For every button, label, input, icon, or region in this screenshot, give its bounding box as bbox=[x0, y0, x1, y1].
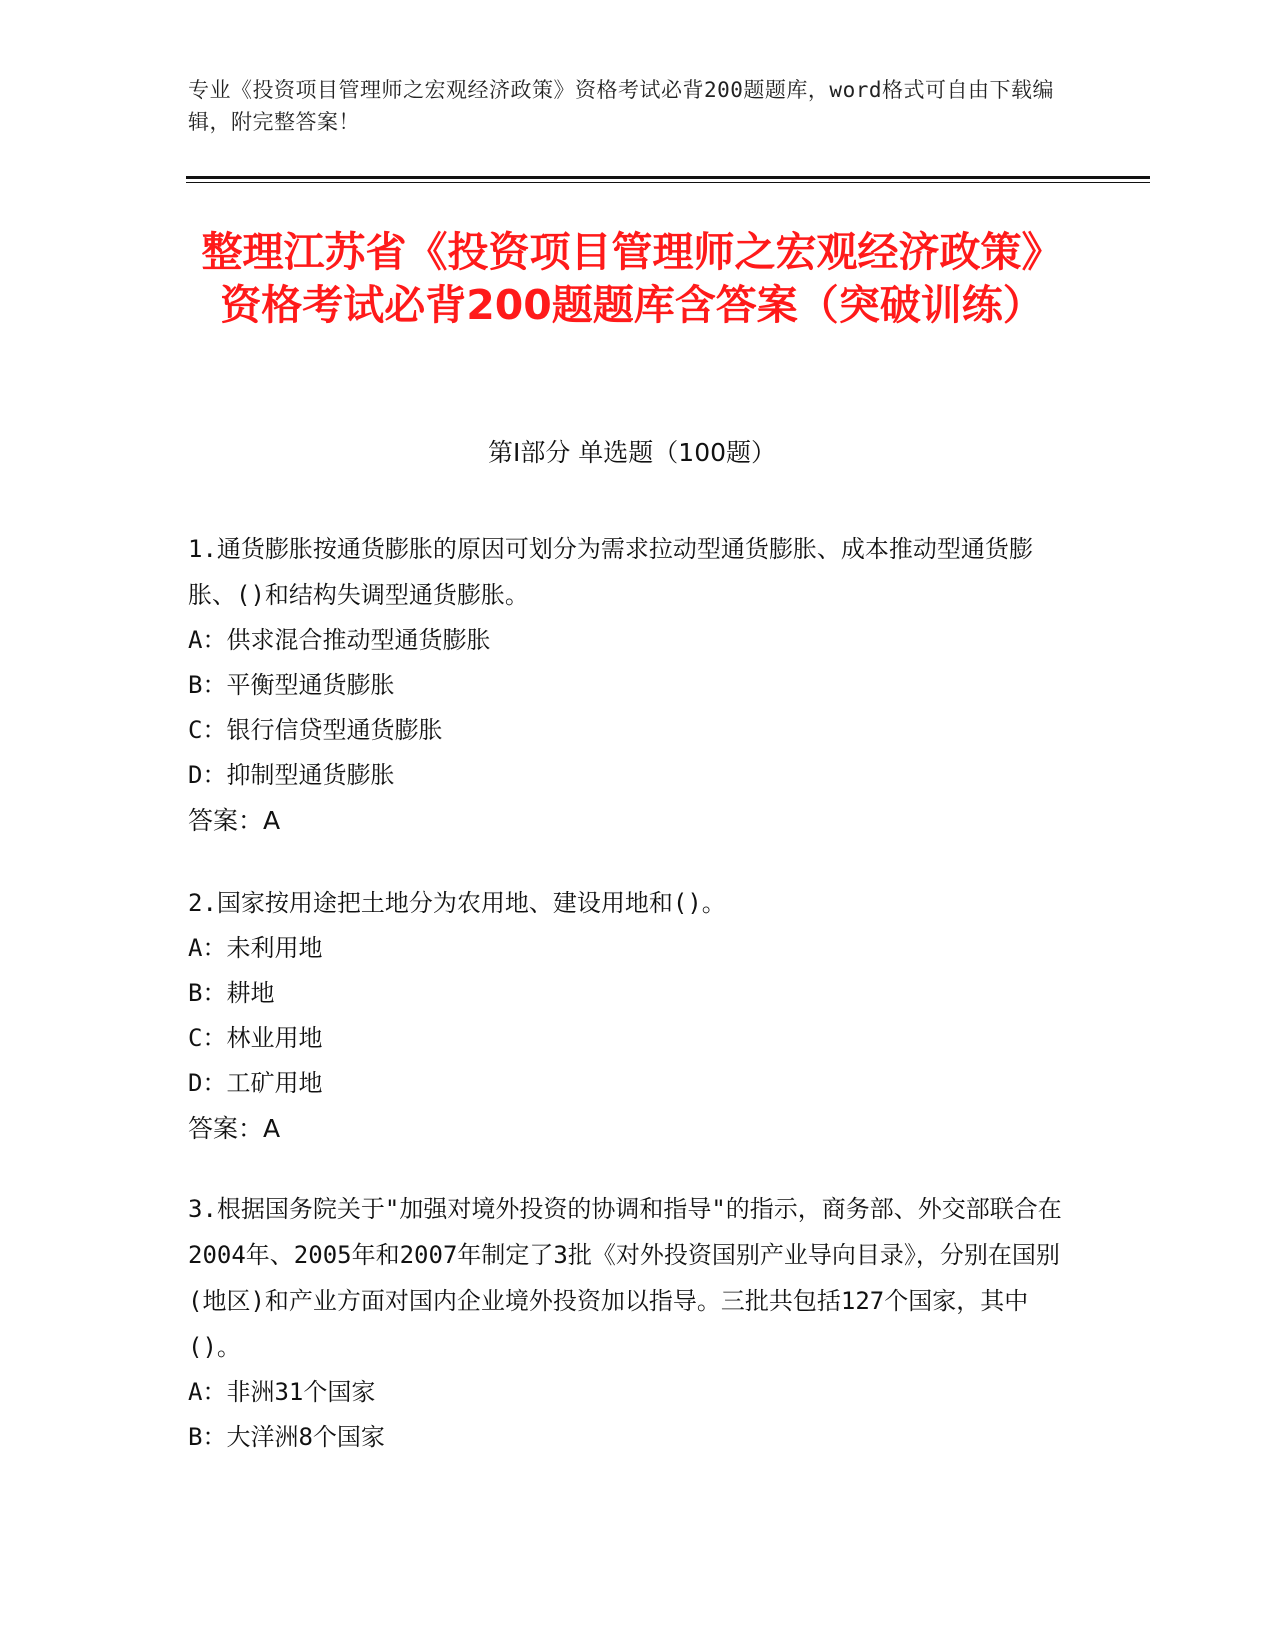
option-d: D：工矿用地 bbox=[188, 1069, 323, 1097]
question-stem: 2.国家按用途把土地分为农用地、建设用地和()。 bbox=[188, 889, 726, 917]
document-title: 整理江苏省《投资项目管理师之宏观经济政策》资格考试必背200题题库含答案（突破训练） bbox=[201, 228, 1063, 329]
answer: 答案：A bbox=[188, 806, 281, 835]
option-b: B：大洋洲8个国家 bbox=[188, 1423, 385, 1451]
option-c: C：银行信贷型通货膨胀 bbox=[188, 716, 443, 744]
header-divider-thin bbox=[186, 182, 1150, 183]
section-title: 第I部分 单选题（100题） bbox=[487, 438, 777, 467]
question-2 bbox=[188, 880, 1068, 1152]
question-3 bbox=[188, 1186, 1068, 1460]
option-a: A：供求混合推动型通货膨胀 bbox=[188, 626, 491, 654]
option-a: A：未利用地 bbox=[188, 934, 323, 962]
option-a: A：非洲31个国家 bbox=[188, 1378, 376, 1406]
option-b: B：耕地 bbox=[188, 979, 275, 1007]
question-1 bbox=[188, 526, 1068, 844]
option-d: D：抑制型通货膨胀 bbox=[188, 761, 395, 789]
header-note: 专业《投资项目管理师之宏观经济政策》资格考试必背200题题库，word格式可自由下载编辑，附完整答案！ bbox=[188, 78, 1054, 134]
question-stem: 1.通货膨胀按通货膨胀的原因可划分为需求拉动型通货膨胀、成本推动型通货膨胀、()和结构失调型通货膨胀。 bbox=[188, 535, 1033, 609]
option-b: B：平衡型通货膨胀 bbox=[188, 671, 395, 699]
option-c: C：林业用地 bbox=[188, 1024, 323, 1052]
header-divider-thick bbox=[186, 176, 1150, 179]
question-stem: 3.根据国务院关于"加强对境外投资的协调和指导"的指示，商务部、外交部联合在2004年、2005年和2007年制定了3批《对外投资国别产业导向目录》，分别在国别(地区)和产业方面对国内企业境外投资加以指导。三批共包括127个国家，其中()。 bbox=[188, 1195, 1062, 1361]
answer: 答案：A bbox=[188, 1114, 281, 1143]
